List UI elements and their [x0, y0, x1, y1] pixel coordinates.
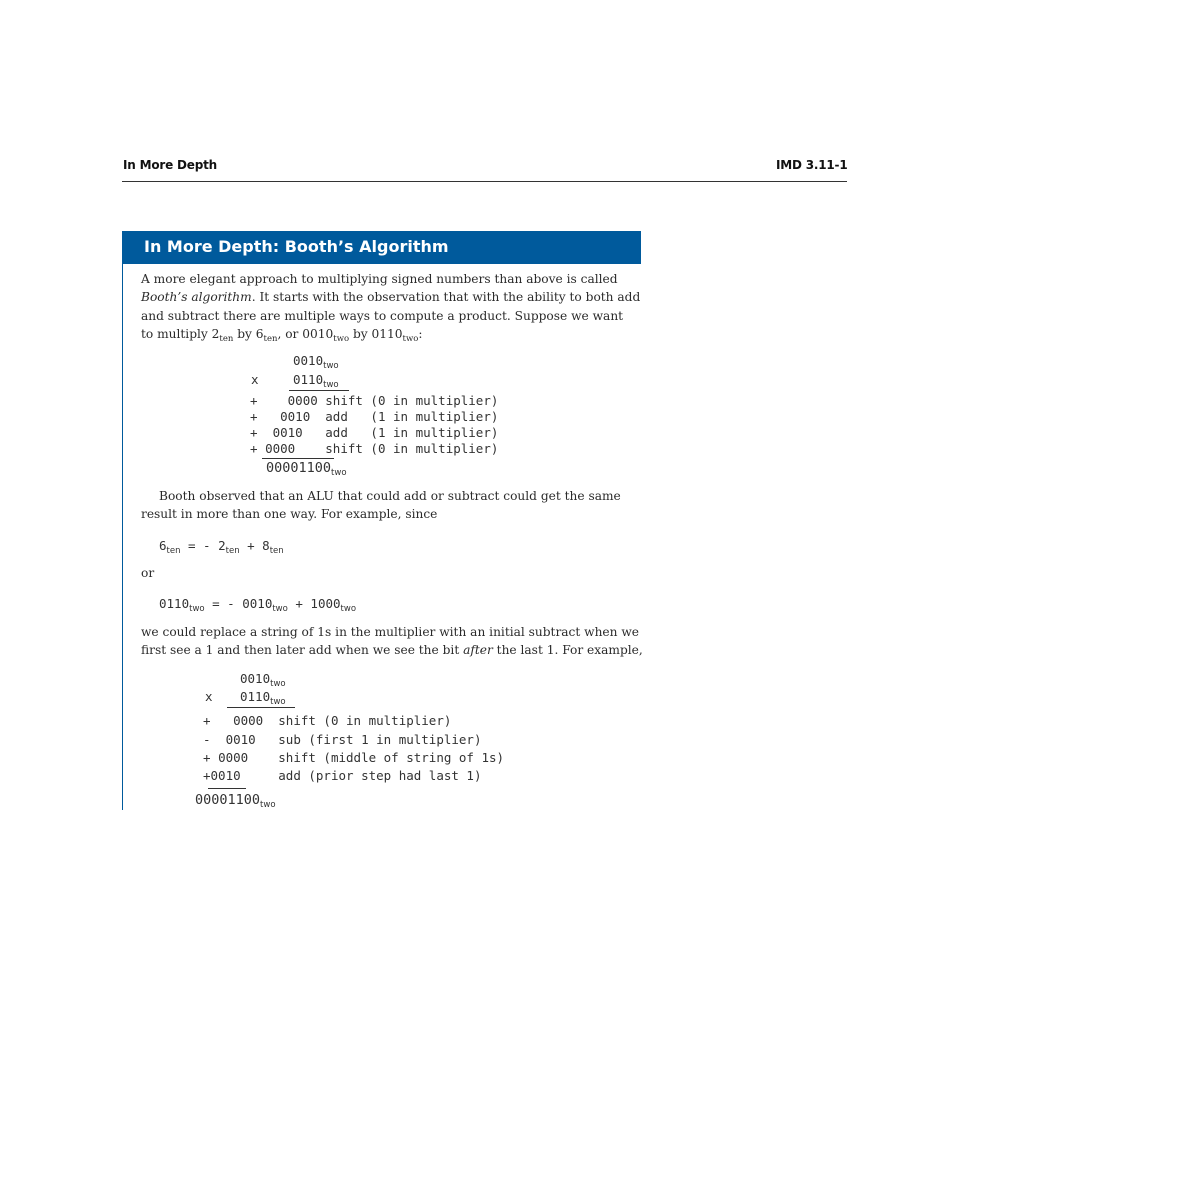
- p3-line-1: we could replace a string of 1s in the multiplier with an initial subtract when we: [141, 625, 640, 639]
- ex2-row-3: + 0000 shift (middle of string of 1s): [203, 750, 505, 765]
- p3-line-2: first see a 1 and then later add when we see the bit after the last 1. For example,: [141, 643, 643, 658]
- ex2-rule-top: [227, 707, 295, 708]
- ex1-row-3: + 0010 add (1 in multiplier): [250, 425, 499, 440]
- subscript: two: [323, 361, 339, 371]
- ex1-multiplicand: $0010_{two}$: [293, 353, 339, 371]
- ex2-row-1: + 0000 shift (0 in multiplier): [203, 713, 452, 728]
- subscript: two: [402, 333, 419, 344]
- section-title: In More Depth: Booth’s Algorithm: [144, 237, 449, 256]
- header-rule: [122, 181, 847, 182]
- subscript: two: [260, 800, 276, 810]
- intro-line-2: [141, 288, 641, 306]
- intro-text: :: [418, 326, 423, 341]
- equation-1: $6_{ten}$ = - $2_{ten} + 8_{ten}$: [159, 538, 284, 556]
- ex2-multiplicand: $0010_{two}$: [240, 671, 286, 689]
- ex2-times-sign: x: [205, 689, 213, 704]
- intro-text: by 0110: [349, 326, 403, 341]
- section-banner: [122, 231, 641, 264]
- subscript: two: [333, 333, 350, 344]
- ex2-row-2: - 0010 sub (first 1 in multiplier): [203, 732, 482, 747]
- or-word: or: [141, 566, 155, 580]
- intro-text: to multiply 2: [141, 326, 220, 341]
- subscript: ten: [263, 333, 278, 344]
- ex1-row-4: + 0000 shift (0 in multiplier): [250, 441, 499, 456]
- p2-line-2: result in more than one way. For example, since: [141, 507, 438, 522]
- ex1-rule-top: [289, 390, 349, 391]
- intro-text: , or 0010: [277, 326, 334, 341]
- ex2-multiplier: $0110_{two}$: [240, 689, 286, 707]
- intro-line-4: [141, 325, 641, 343]
- subscript: two: [331, 468, 347, 478]
- paragraph-2: [141, 487, 641, 524]
- ex2-row-4: +0010 add (prior step had last 1): [203, 768, 482, 783]
- ex2-rule-bottom: [208, 788, 246, 789]
- subscript: two: [270, 697, 286, 707]
- booth-term: Booth’s algorithm: [141, 290, 252, 305]
- intro-line-2-text: . It starts with the observation that with the ability to both add: [251, 290, 641, 305]
- after-term: after: [463, 643, 493, 658]
- ex1-row-2: + 0010 add (1 in multiplier): [250, 409, 499, 424]
- intro-line-3: and subtract there are multiple ways to compute a product. Suppose we want: [141, 308, 624, 323]
- page-number: IMD 3.11-1: [776, 158, 848, 172]
- paragraph-3: [141, 623, 641, 660]
- subscript: two: [270, 679, 286, 689]
- subscript: two: [323, 380, 339, 390]
- ex1-times-sign: x: [251, 372, 259, 387]
- running-head-left: In More Depth: [123, 158, 217, 172]
- ex1-product: $00001100_{two}$: [266, 460, 347, 478]
- ex2-product: $00001100_{two}$: [195, 792, 276, 810]
- p2-line-1: Booth observed that an ALU that could add or subtract could get the same: [159, 489, 621, 503]
- intro-line-1: A more elegant approach to multiplying signed numbers than above is called: [141, 272, 618, 286]
- subscript: ten: [219, 333, 234, 344]
- intro-text: by 6: [233, 326, 264, 341]
- ex1-row-1: + 0000 shift (0 in multiplier): [250, 393, 499, 408]
- intro-paragraph: [141, 270, 641, 343]
- margin-bar: [122, 264, 123, 810]
- ex1-rule-bottom: [262, 458, 334, 459]
- equation-2: $0110_{two}$ = - $0010_{two} + 1000_{two}$: [159, 596, 357, 614]
- ex1-multiplier: $0110_{two}$: [293, 372, 339, 390]
